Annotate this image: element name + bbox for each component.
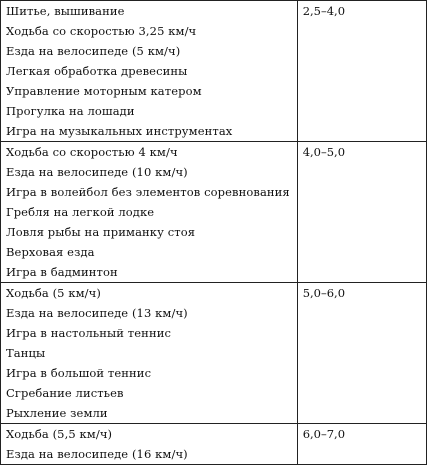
value-range: 4,0–5,0	[302, 145, 346, 159]
value-range: 2,5–4,0	[302, 4, 346, 18]
value-range: 6,0–7,0	[302, 427, 346, 441]
activities-cell	[1, 142, 298, 283]
activity-item: Езда на велосипеде (13 км/ч)	[6, 306, 188, 320]
table-row	[1, 283, 427, 424]
activity-item: Езда на велосипеде (16 км/ч)	[6, 447, 188, 461]
activity-item: Игра в настольный теннис	[6, 326, 172, 340]
table-row	[1, 1, 427, 142]
activity-item: Легкая обработка древесины	[6, 64, 188, 78]
activities-cell	[1, 1, 298, 142]
activity-item: Езда на велосипеде (5 км/ч)	[6, 44, 181, 58]
activity-item: Верховая езда	[6, 245, 95, 259]
activity-item: Танцы	[6, 346, 46, 360]
activity-item: Рыхление земли	[6, 406, 108, 420]
value-cell	[297, 283, 426, 424]
value-range: 5,0–6,0	[302, 286, 346, 300]
value-cell	[297, 1, 426, 142]
activity-item: Ходьба со скоростью 4 км/ч	[6, 145, 178, 159]
activities-cell	[1, 424, 298, 465]
activity-item: Сгребание листьев	[6, 386, 124, 400]
value-cell	[297, 424, 426, 465]
activity-item: Шитье, вышивание	[6, 4, 125, 18]
table-row	[1, 142, 427, 283]
value-cell	[297, 142, 426, 283]
activity-item: Ходьба (5 км/ч)	[6, 286, 101, 300]
activity-item: Езда на велосипеде (10 км/ч)	[6, 165, 188, 179]
activity-item: Игра в бадминтон	[6, 265, 118, 279]
activities-cell	[1, 283, 298, 424]
activity-item: Прогулка на лошади	[6, 104, 135, 118]
activity-item: Игра в волейбол без элементов соревнования	[6, 185, 290, 199]
activity-item: Игра на музыкальных инструментах	[6, 124, 233, 138]
activity-item: Гребля на легкой лодке	[6, 205, 155, 219]
activity-item: Управление моторным катером	[6, 84, 202, 98]
activity-item: Ходьба (5,5 км/ч)	[6, 427, 113, 441]
activity-item: Ловля рыбы на приманку стоя	[6, 225, 196, 239]
activity-item: Ходьба со скоростью 3,25 км/ч	[6, 24, 197, 38]
table-row	[1, 424, 427, 465]
activity-item: Игра в большой теннис	[6, 366, 152, 380]
